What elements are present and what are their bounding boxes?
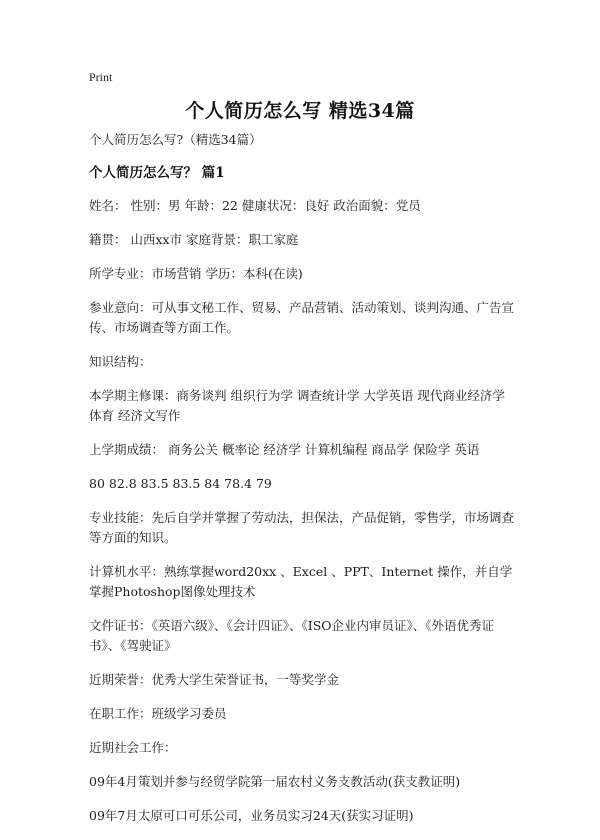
paragraph-personal-info: 姓名： 性别：男 年龄：22 健康状况：良好 政治面貌：党员 [89,198,421,213]
document-body [89,130,514,840]
paragraph-activity-2: 09年7月太原可口可乐公司，业务员实习24天(获实习证明) [89,808,414,823]
paragraph-skills: 专业技能：先后自学并掌握了劳动法，担保法，产品促销，零售学，市场调查等方面的知识。 [89,510,515,545]
paragraph-grades-scores: 80 82.8 83.5 83.5 84 78.4 79 [89,476,272,491]
paragraph-origin: 籍贯： 山西xx市 家庭背景：职工家庭 [89,232,299,247]
intro-line: 个人简历怎么写?（精选34篇） [89,132,262,147]
paragraph-major: 所学专业：市场营销 学历：本科(在读) [89,266,303,281]
paragraph-social-heading: 近期社会工作： [89,740,177,755]
print-label[interactable]: Print [89,70,113,84]
page-title: 个人简历怎么写 精选34篇 [185,100,415,122]
paragraph-position: 在职工作：班级学习委员 [89,706,227,721]
paragraph-activity-1: 09年4月策划并参与经贸学院第一届农村义务支教活动(获支教证明) [89,774,461,789]
paragraph-computer: 计算机水平：熟练掌握word20xx 、Excel 、PPT、Internet 操作，并自学掌握Photoshop图像处理技术 [89,564,513,599]
paragraph-honors: 近期荣誉：优秀大学生荣誉证书，一等奖学金 [89,672,340,687]
paragraph-courses: 本学期主修课：商务谈判 组织行为学 调查统计学 大学英语 现代商业经济学 体育 经济文写作 [89,388,505,423]
paragraph-knowledge-heading: 知识结构： [89,354,152,369]
paragraph-certificates: 文件证书：《英语六级》、《会计四证》、《ISO企业内审员证》、《外语优秀证书》、《驾驶证》 [89,618,495,653]
section-heading: 个人简历怎么写？ 篇1 [89,165,225,181]
paragraph-job-intent: 参业意向：可从事文秘工作、贸易、产品营销、活动策划、谈判沟通、广告宣传、市场调查等方面工作。 [89,300,515,335]
paragraph-grades-subjects: 上学期成绩： 商务公关 概率论 经济学 计算机编程 商品学 保险学 英语 [89,442,480,457]
